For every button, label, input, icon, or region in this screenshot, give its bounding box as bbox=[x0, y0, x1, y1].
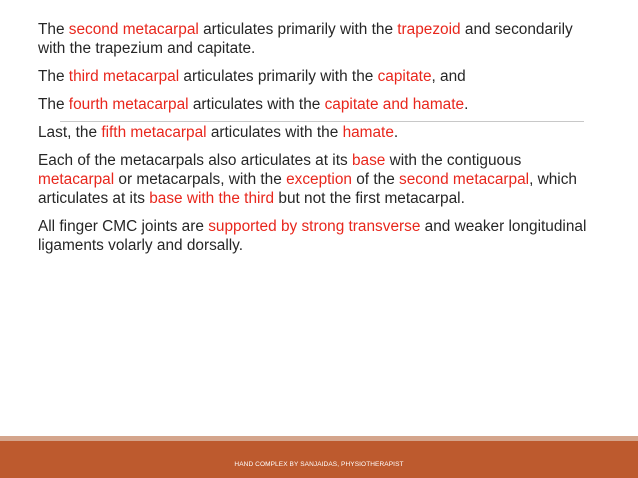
text-segment: The bbox=[38, 21, 69, 38]
highlighted-term: supported by strong transverse bbox=[208, 218, 421, 235]
text-segment: of the bbox=[351, 171, 400, 188]
text-segment: with the contiguous bbox=[385, 152, 522, 169]
text-segment: articulates primarily with the bbox=[198, 21, 398, 38]
highlighted-term: hamate bbox=[342, 124, 394, 141]
text-segment: articulates with the bbox=[188, 96, 325, 113]
highlighted-term: fifth metacarpal bbox=[101, 124, 207, 141]
text-segment: All finger CMC joints are bbox=[38, 218, 209, 235]
text-segment: , and bbox=[431, 68, 466, 85]
highlighted-term: capitate bbox=[377, 68, 432, 85]
highlighted-term: base with the third bbox=[149, 190, 275, 207]
highlighted-term: second metacarpal bbox=[68, 21, 199, 38]
text-segment: , which articulates at its bbox=[38, 171, 577, 207]
text-segment: . bbox=[464, 96, 469, 113]
paragraph bbox=[38, 67, 598, 86]
paragraph bbox=[38, 123, 598, 142]
text-segment: Each of the metacarpals also articulates at its bbox=[38, 152, 352, 169]
highlighted-term: base bbox=[351, 152, 386, 169]
highlighted-term: third metacarpal bbox=[68, 68, 180, 85]
paragraph bbox=[38, 217, 598, 255]
text-segment: and weaker longitudinal ligaments volarly and dorsally. bbox=[38, 218, 587, 254]
divider-line bbox=[60, 121, 584, 122]
text-segment: . bbox=[393, 124, 399, 141]
text-segment: Last, the bbox=[38, 124, 102, 141]
paragraph bbox=[38, 20, 598, 58]
highlighted-term: capitate and hamate bbox=[324, 96, 465, 113]
text-segment: but not the first metacarpal. bbox=[274, 190, 465, 207]
paragraph bbox=[38, 95, 598, 114]
text-segment: articulates with the bbox=[206, 124, 343, 141]
highlighted-term: fourth metacarpal bbox=[68, 96, 189, 113]
slide-body bbox=[38, 20, 598, 264]
highlighted-term: second metacarpal bbox=[399, 171, 530, 188]
paragraph bbox=[38, 151, 598, 208]
highlighted-term: trapezoid bbox=[397, 21, 461, 38]
text-segment: and secondarily with the trapezium and capitate. bbox=[38, 21, 573, 57]
highlighted-term: exception bbox=[286, 171, 352, 188]
footer-caption: HAND COMPLEX BY SANJAIDAS, PHYSIOTHERAPIST bbox=[234, 461, 404, 468]
highlighted-term: metacarpal bbox=[38, 171, 115, 188]
text-segment: The bbox=[38, 96, 69, 113]
text-segment: articulates primarily with the bbox=[179, 68, 378, 85]
text-segment: or metacarpals, with the bbox=[114, 171, 287, 188]
footer-bar bbox=[0, 441, 638, 478]
text-segment: The bbox=[38, 68, 69, 85]
